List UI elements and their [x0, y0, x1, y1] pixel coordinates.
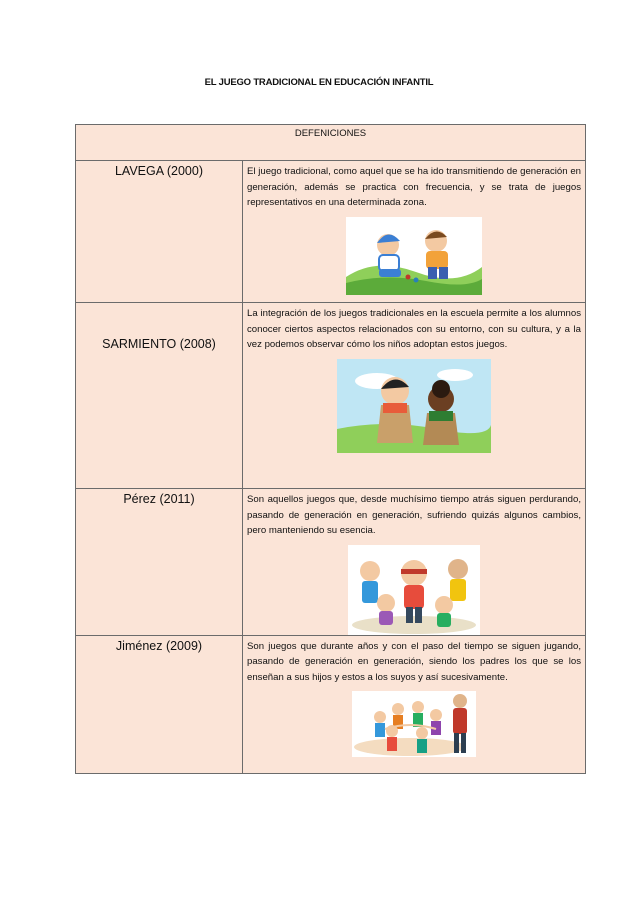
- children-sack-race-illustration-icon: [337, 359, 491, 453]
- definition-cell: [243, 635, 586, 773]
- table-row: [76, 161, 586, 303]
- author-label: Pérez (2011): [123, 492, 195, 506]
- definition-text: El juego tradicional, como aquel que se ha ido transmitiendo de generación en generación, además se practica con frecuencia, y se trata de juegos representativos en una determinada zona.: [247, 166, 581, 208]
- children-blind-mans-buff-illustration-icon: [348, 545, 480, 635]
- table-header-row: [76, 125, 586, 161]
- author-cell: [76, 635, 243, 773]
- definition-text: Son aquellos juegos que, desde muchísimo tiempo atrás siguen perdurando, pasando de generación en generación, sufriendo quizás algunos cambios, pero manteniendo su esencia.: [247, 494, 581, 536]
- definitions-table: [75, 124, 586, 774]
- definition-text: Son juegos que durante años y con el paso del tiempo se siguen jugando, pasando de generación en generación, siendo los padres los que se los enseñan a sus hijos y estos a los suyos y así sucesivamente.: [247, 640, 581, 683]
- definition-text: La integración de los juegos tradicionales en la escuela permite a los alumnos conocer ciertos aspectos relacionados con su entorno, con su cultura, y a la vez podemos observar cómo los niños adoptan estos juegos.: [247, 308, 581, 350]
- document-title: EL JUEGO TRADICIONAL EN EDUCACIÓN INFANTIL: [204, 77, 434, 88]
- children-playing-marbles-illustration-icon: [346, 217, 482, 295]
- author-label: LAVEGA (2000): [114, 164, 203, 178]
- table-row: [76, 635, 586, 773]
- author-label: SARMIENTO (2008): [102, 337, 216, 351]
- table-row: [76, 303, 586, 489]
- table-header-label: DEFENICIONES: [294, 128, 367, 139]
- children-circle-game-illustration-icon: [352, 691, 476, 757]
- definition-cell: [243, 489, 586, 636]
- author-cell: [76, 303, 243, 489]
- definition-cell: [243, 161, 586, 303]
- author-cell: [76, 161, 243, 303]
- table-row: [76, 489, 586, 636]
- author-cell: [76, 489, 243, 636]
- table-header-cell: [76, 125, 586, 161]
- author-label: Jiménez (2009): [115, 638, 203, 653]
- definition-cell: [243, 303, 586, 489]
